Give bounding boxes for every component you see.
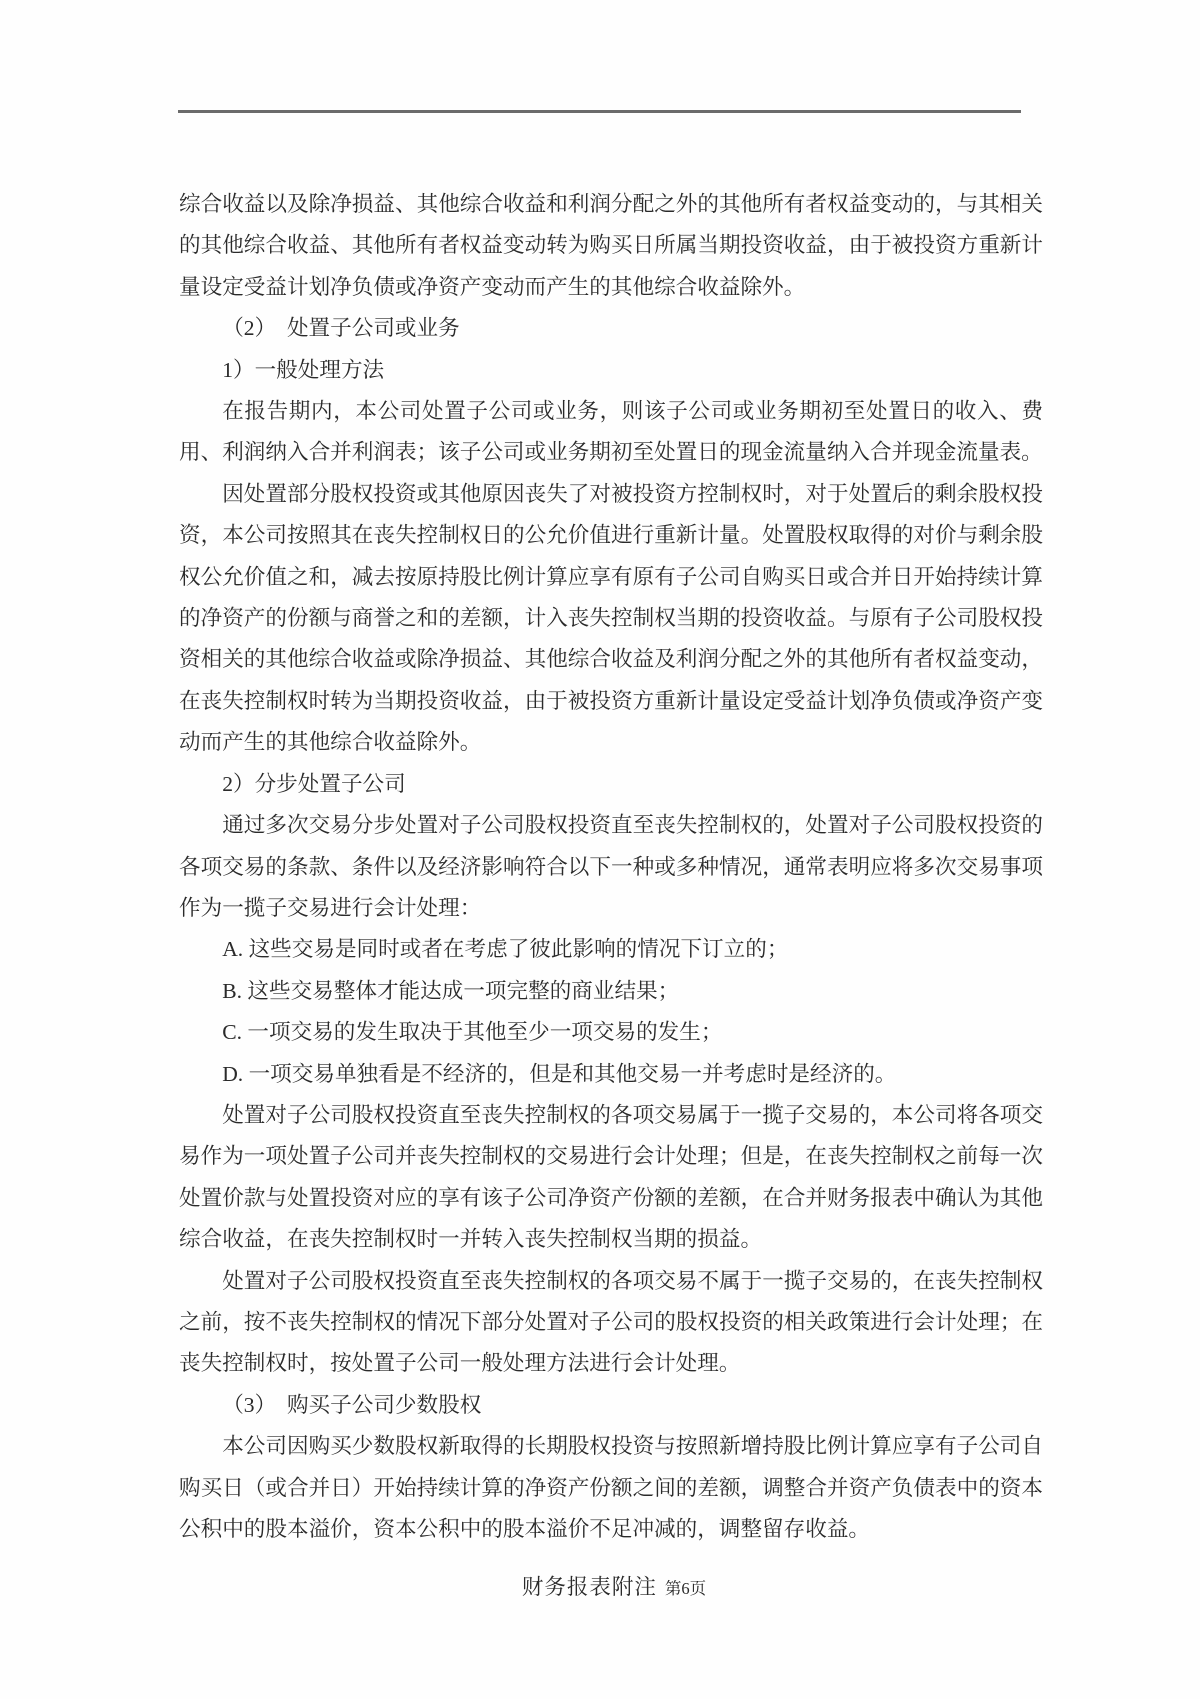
header-divider-rule (178, 110, 1021, 113)
paragraph-list-item: A. 这些交易是同时或者在考虑了彼此影响的情况下订立的； (222, 937, 789, 962)
paragraph-heading-numbered: （3） 购买子公司少数股权 (222, 1392, 482, 1417)
paragraph-list-item: B. 这些交易整体才能达成一项完整的商业结果； (222, 978, 680, 1003)
footer-title: 财务报表附注 (521, 1575, 657, 1599)
paragraph-list-item: D. 一项交易单独看是不经济的，但是和其他交易一并考虑时是经济的。 (222, 1061, 897, 1086)
paragraph-body: 处置对子公司股权投资直至丧失控制权的各项交易不属于一揽子交易的，在丧失控制权之前，按不丧失控制权的情况下部分处置对子公司的股权投资的相关政策进行会计处理；在丧失控制权时，按处置子公司一般处理方法进行会计处理。 (179, 1268, 1043, 1376)
paragraph-body: 处置对子公司股权投资直至丧失控制权的各项交易属于一揽子交易的，本公司将各项交易作为一项处置子公司并丧失控制权的交易进行会计处理；但是，在丧失控制权之前每一次处置价款与处置投资对应的享有该子公司净资产份额的差额，在合并财务报表中确认为其他综合收益，在丧失控制权时一并转入丧失控制权当期的损益。 (179, 1102, 1043, 1252)
paragraph-subheading: 1）一般处理方法 (222, 357, 385, 382)
paragraph-body: 在报告期内，本公司处置子公司或业务，则该子公司或业务期初至处置日的收入、费用、利润纳入合并利润表；该子公司或业务期初至处置日的现金流量纳入合并现金流量表。 (179, 399, 1043, 465)
paragraph-body-continued: 综合收益以及除净损益、其他综合收益和利润分配之外的其他所有者权益变动的，与其相关的其他综合收益、其他所有者权益变动转为购买日所属当期投资收益，由于被投资方重新计量设定受益计划净负债或净资产变动而产生的其他综合收益除外。 (179, 192, 1043, 299)
document-body (179, 184, 1043, 1550)
footer-page-number: 第6页 (664, 1579, 707, 1598)
paragraph-body: 本公司因购买少数股权新取得的长期股权投资与按照新增持股比例计算应享有子公司自购买日（或合并日）开始持续计算的净资产份额之间的差额，调整合并资产负债表中的资本公积中的股本溢价，资本公积中的股本溢价不足冲减的，调整留存收益。 (179, 1434, 1043, 1541)
paragraph-list-item: C. 一项交易的发生取决于其他至少一项交易的发生； (222, 1020, 723, 1045)
page-footer (14, 1570, 1200, 1601)
paragraph-body: 通过多次交易分步处置对子公司股权投资直至丧失控制权的，处置对子公司股权投资的各项交易的条款、条件以及经济影响符合以下一种或多种情况，通常表明应将多次交易事项作为一揽子交易进行会计处理： (179, 813, 1043, 920)
paragraph-subheading: 2）分步处置子公司 (222, 771, 406, 796)
paragraph-heading-numbered: （2） 处置子公司或业务 (222, 316, 460, 341)
paragraph-body: 因处置部分股权投资或其他原因丧失了对被投资方控制权时，对于处置后的剩余股权投资，本公司按照其在丧失控制权日的公允价值进行重新计量。处置股权取得的对价与剩余股权公允价值之和，减去按原持股比例计算应享有原有子公司自购买日或合并日开始持续计算的净资产的份额与商誉之和的差额，计入丧失控制权当期的投资收益。与原有子公司股权投资相关的其他综合收益或除净损益、其他综合收益及利润分配之外的其他所有者权益变动，在丧失控制权时转为当期投资收益，由于被投资方重新计量设定受益计划净负债或净资产变动而产生的其他综合收益除外。 (179, 481, 1043, 755)
